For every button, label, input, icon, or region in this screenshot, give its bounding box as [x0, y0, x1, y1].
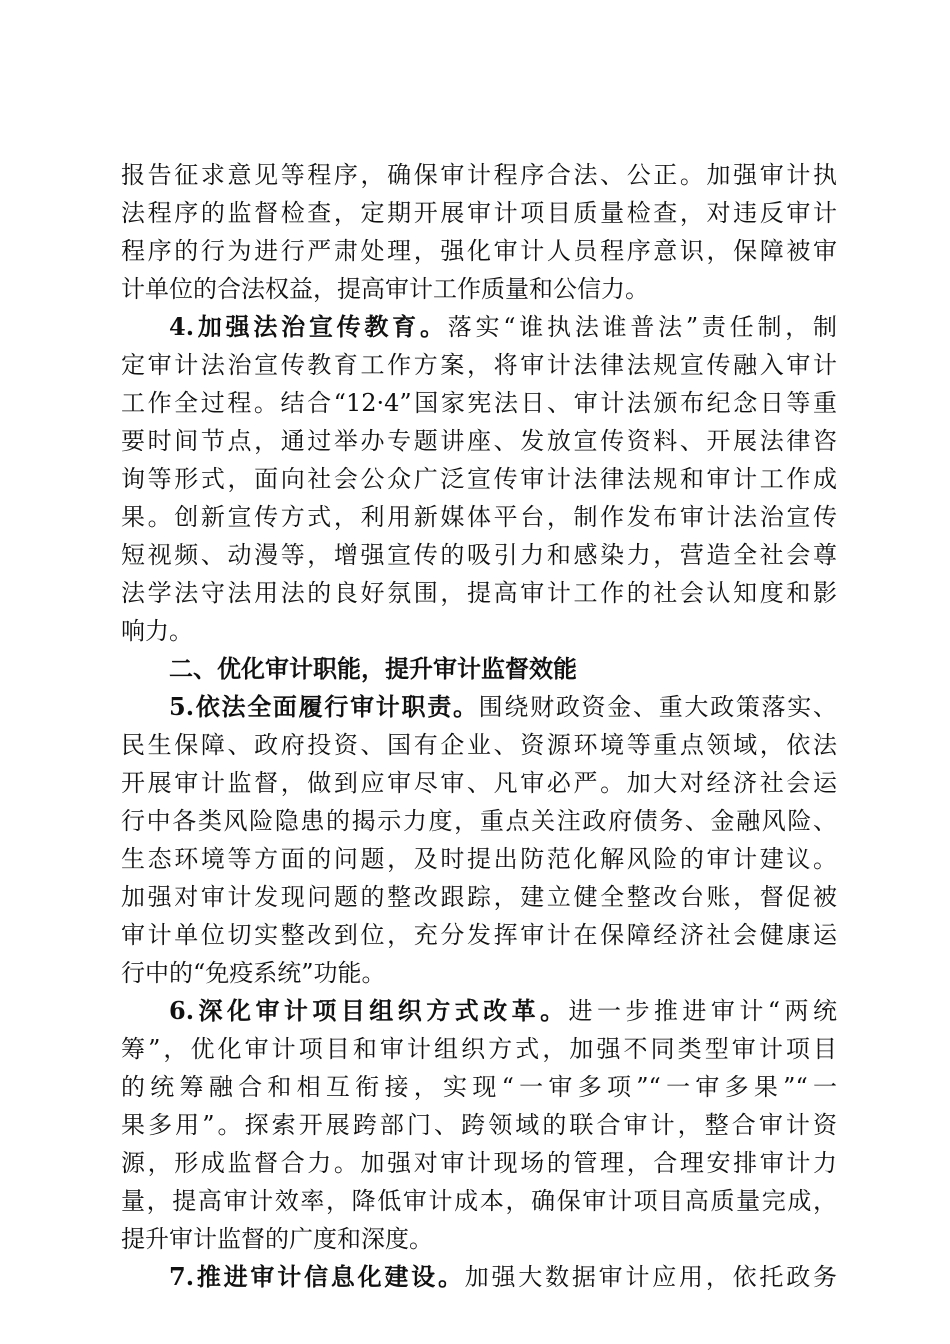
paragraph-line: 生态环境等方面的问题，及时提出防范化解风险的审计建议。: [121, 845, 837, 873]
item-7-first-line: [169, 1257, 837, 1297]
item-5-heading: 5.依法全面履行审计职责。: [169, 692, 479, 721]
paragraph-line: 定审计法治宣传教育工作方案，将审计法律法规宣传融入审计: [121, 351, 837, 379]
item-4-text: 落实“谁执法谁普法”责任制，制: [447, 313, 837, 341]
paragraph-line: 工作全过程。结合“12·4”国家宪法日、审计法颁布纪念日等重: [121, 389, 837, 417]
paragraph-line: 开展审计监督，做到应审尽审、凡审必严。加大对经济社会运: [121, 769, 837, 797]
item-4-heading: 4.加强法治宣传教育。: [169, 312, 448, 341]
paragraph-line: 审计单位切实整改到位，充分发挥审计在保障经济社会健康运: [121, 921, 837, 949]
item-7-text: 加强大数据审计应用，依托政务: [464, 1263, 837, 1291]
paragraph-line: 计单位的合法权益，提高审计工作质量和公信力。: [121, 275, 649, 303]
paragraph-line: 行中的“免疫系统”功能。: [121, 959, 386, 987]
paragraph-line: 短视频、动漫等，增强宣传的吸引力和感染力，营造全社会尊: [121, 541, 837, 569]
section-heading: 二、优化审计职能，提升审计监督效能: [169, 655, 577, 683]
paragraph-line: 筹”，优化审计项目和审计组织方式，加强不同类型审计项目: [121, 1035, 837, 1063]
paragraph-line: 果多用”。探索开展跨部门、跨领域的联合审计，整合审计资: [121, 1111, 837, 1139]
paragraph-line: 法程序的监督检查，定期开展审计项目质量检查，对违反审计: [121, 199, 837, 227]
paragraph-line: 响力。: [121, 617, 193, 645]
paragraph-line: 报告征求意见等程序，确保审计程序合法、公正。加强审计执: [121, 161, 837, 189]
paragraph-line: 加强对审计发现问题的整改跟踪，建立健全整改台账，督促被: [121, 883, 837, 911]
paragraph-line: 法学法守法用法的良好氛围，提高审计工作的社会认知度和影: [121, 579, 837, 607]
paragraph-line: 果。创新宣传方式，利用新媒体平台，制作发布审计法治宣传: [121, 503, 837, 531]
paragraph-line: 提升审计监督的广度和深度。: [121, 1225, 433, 1253]
item-6-heading: 6.深化审计项目组织方式改革。: [169, 996, 569, 1025]
paragraph-line: 民生保障、政府投资、国有企业、资源环境等重点领域，依法: [121, 731, 837, 759]
paragraph-line: 询等形式，面向社会公众广泛宣传审计法律法规和审计工作成: [121, 465, 837, 493]
paragraph-line: 量，提高审计效率，降低审计成本，确保审计项目高质量完成，: [121, 1187, 837, 1215]
paragraph-line: 要时间节点，通过举办专题讲座、发放宣传资料、开展法律咨: [121, 427, 837, 455]
item-5-first-line: [169, 687, 837, 727]
item-4-first-line: [169, 307, 837, 347]
item-5-text: 围绕财政资金、重大政策落实、: [478, 693, 837, 721]
paragraph-line: 的统筹融合和相互衔接，实现“一审多项”“一审多果”“一: [121, 1073, 837, 1101]
item-7-heading: 7.推进审计信息化建设。: [169, 1262, 465, 1291]
paragraph-line: 源，形成监督合力。加强对审计现场的管理，合理安排审计力: [121, 1149, 837, 1177]
item-6-text: 进一步推进审计“两统: [568, 997, 837, 1025]
paragraph-line: 行中各类风险隐患的揭示力度，重点关注政府债务、金融风险、: [121, 807, 837, 835]
item-6-first-line: [169, 991, 837, 1031]
paragraph-line: 程序的行为进行严肃处理，强化审计人员程序意识，保障被审: [121, 237, 837, 265]
